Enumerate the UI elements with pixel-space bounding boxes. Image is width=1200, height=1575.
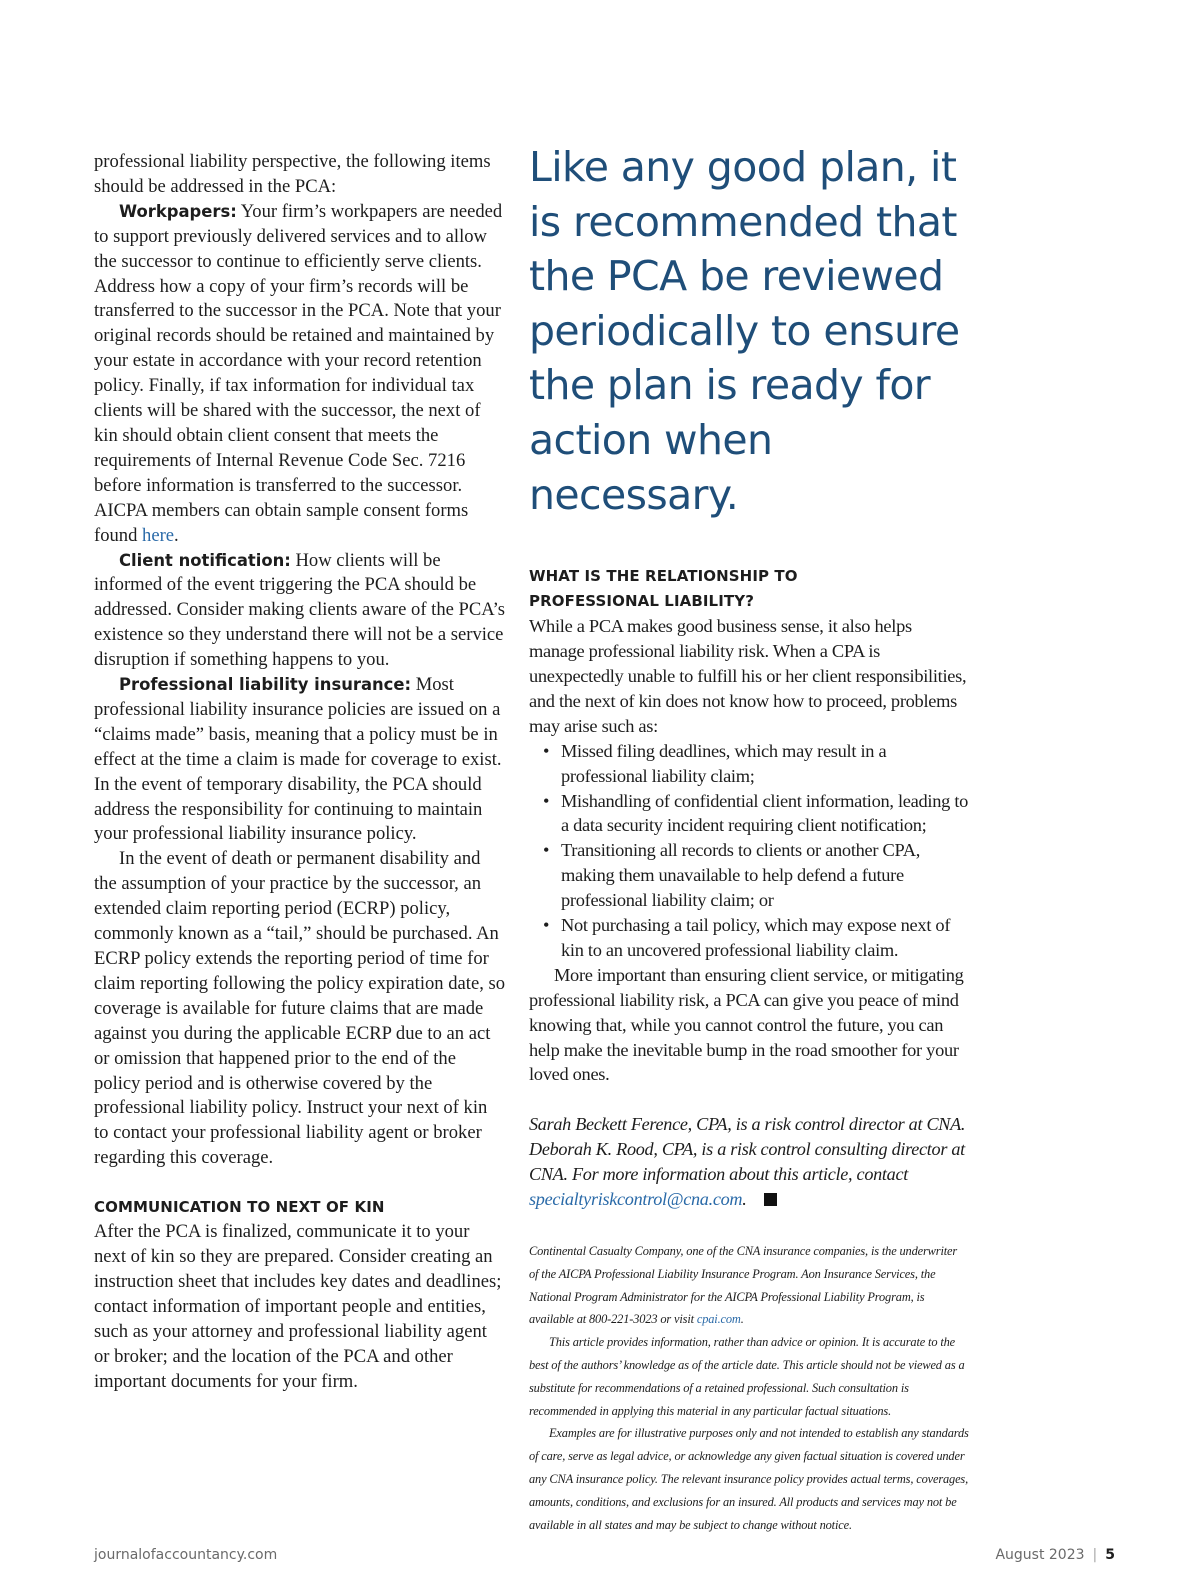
- list-item: • Mishandling of confidential client information, leading to a data security incident requiring client notification;: [543, 790, 969, 836]
- client-notification-text: How clients will be informed of the event triggering the PCA should be addressed. Consider making clients aware of the PCA’s existence so they understand there will not be a service disruption if something happens to you.: [94, 549, 506, 671]
- end-of-article-mark: [764, 1193, 777, 1206]
- list-item-text: Mishandling of confidential client information, leading to a data security incident requiring client notification;: [561, 790, 969, 836]
- footer-page-info: [995, 1547, 1115, 1563]
- relationship-heading: [529, 564, 969, 614]
- footer-site: journalofaccountancy.com: [94, 1547, 278, 1563]
- workpapers-label: Workpapers:: [119, 201, 237, 221]
- author-bio-end: .: [742, 1189, 747, 1210]
- right-column: [529, 140, 969, 1536]
- disclaimer-underwriter-end: .: [740, 1312, 744, 1327]
- insurance-paragraph: [94, 673, 506, 847]
- relationship-heading-line1: WHAT IS THE RELATIONSHIP TO: [529, 567, 798, 586]
- disclaimer-underwriter-text: Continental Casualty Company, one of the CNA insurance companies, is the underwriter of the AICPA Professional Liability Insurance Program. Aon Insurance Services, the National Program Administrator for the AICPA Professional Liability Program, is available at 800-221-3023 or visit: [529, 1244, 958, 1327]
- list-item-text: Not purchasing a tail policy, which may expose next of kin to an uncovered professional liability claim.: [561, 915, 951, 960]
- intro-paragraph: professional liability perspective, the following items should be addressed in the PCA:: [94, 151, 491, 197]
- communication-paragraph: After the PCA is finalized, communicate it to your next of kin so they are prepared. Consider creating an instruction sheet that includes key dates and deadlines; contact information of important people and entities, such as your attorney and professional liability agent or broker; and the location of the PCA and other important documents for your firm.: [94, 1221, 502, 1392]
- author-bio-text: Sarah Beckett Ference, CPA, is a risk control director at CNA. Deborah K. Rood, CPA, is a risk control consulting director at CNA. For more information about this article, contact: [529, 1114, 966, 1185]
- disclaimer-underwriter: [529, 1240, 969, 1331]
- list-item: • Missed filing deadlines, which may result in a professional liability claim;: [543, 740, 887, 786]
- ecrp-paragraph: In the event of death or permanent disability and the assumption of your practice by the successor, an extended claim reporting period (ECRP) policy, commonly known as a “tail,” should be purchased. An ECRP policy extends the reporting period of time for claim reporting following the policy expiration date, so coverage is available for future claims that are made against you during the applicable ECRP due to an act or omission that happened prior to the end of the policy period and is otherwise covered by the professional liability policy. Instruct your next of kin to contact your professional liability agent or broker regarding this coverage.: [94, 848, 506, 1169]
- closing-paragraph: More important than ensuring client service, or mitigating professional liability risk, a PCA can give you peace of mind knowing that, while you cannot control the future, you can help make the inevitable bump in the road smoother for your loved ones.: [529, 964, 964, 1085]
- client-notification-label: Client notification:: [119, 550, 291, 570]
- email-link[interactable]: specialtyriskcontrol@cna.com: [529, 1189, 743, 1210]
- list-item: • Transitioning all records to clients or another CPA, making them unavailable to help defend a future professional liability claim; or: [543, 840, 920, 911]
- workpapers-text: Your firm’s workpapers are needed to support previously delivered services and to allow the successor to continue to efficiently serve clients. Address how a copy of your firm’s records will be transferred to the successor in the PCA. Note that your original records should be retained and maintained by your estate in accordance with your record retention policy. Finally, if tax information for individual tax clients will be shared with the successor, the next of kin should obtain client consent that meets the requirements of Internal Revenue Code Sec. 7216 before information is transferred to the successor. AICPA members can obtain sample consent forms found: [94, 200, 503, 546]
- insurance-label: Professional liability insurance:: [119, 675, 412, 695]
- relationship-intro: While a PCA makes good business sense, it also helps manage professional liability risk. When a CPA is unexpectedly unable to fulfill his or her client responsibilities, and the next of kin does not know how to proceed, problems may arise such as:: [529, 616, 967, 736]
- pull-quote: Like any good plan, it is recommended that the PCA be reviewed periodically to ensure the plan is ready for action when necessary.: [529, 143, 960, 519]
- workpapers-paragraph: [94, 200, 506, 549]
- list-item: • Not purchasing a tail policy, which may expose next of kin to an uncovered professional liability claim.: [543, 915, 951, 960]
- footer-separator: |: [1092, 1547, 1098, 1563]
- problems-list: [529, 739, 969, 963]
- disclaimer-information: This article provides information, rather than advice or opinion. It is accurate to the best of the authors’ knowledge as of the article date. This article should not be viewed as a substitute for recommendations of a retained professional. Such consultation is recommended in applying this material in any particular factual situations.: [529, 1335, 965, 1418]
- author-bio: [529, 1112, 969, 1212]
- communication-heading: COMMUNICATION TO NEXT OF KIN: [94, 1198, 385, 1217]
- client-notification-paragraph: [94, 549, 506, 674]
- list-item-text: Transitioning all records to clients or another CPA, making them unavailable to help defend a future professional liability claim; or: [561, 840, 920, 911]
- workpapers-end: .: [174, 524, 179, 546]
- page-number: 5: [1105, 1547, 1115, 1563]
- insurance-text: Most professional liability insurance policies are issued on a “claims made” basis, meaning that a policy must be in effect at the time a claim is made for coverage to exist. In the event of temporary disability, the PCA should address the responsibility for continuing to maintain your professional liability insurance policy.: [94, 674, 502, 845]
- disclaimer-examples: Examples are for illustrative purposes only and not intended to establish any standards of care, serve as legal advice, or acknowledge any given factual situation is covered under any CNA insurance policy. The relevant insurance policy provides actual terms, coverages, amounts, conditions, and exclusions for an insured. All products and services may not be available in all states and may be subject to change without notice.: [529, 1426, 969, 1532]
- footer-date: August 2023: [995, 1547, 1085, 1563]
- left-column: [94, 150, 506, 1395]
- list-item-text: Missed filing deadlines, which may result in a professional liability claim;: [561, 740, 887, 786]
- cpai-link[interactable]: cpai.com: [696, 1312, 741, 1327]
- here-link[interactable]: here: [142, 524, 175, 546]
- relationship-heading-line2: PROFESSIONAL LIABILITY?: [529, 592, 754, 611]
